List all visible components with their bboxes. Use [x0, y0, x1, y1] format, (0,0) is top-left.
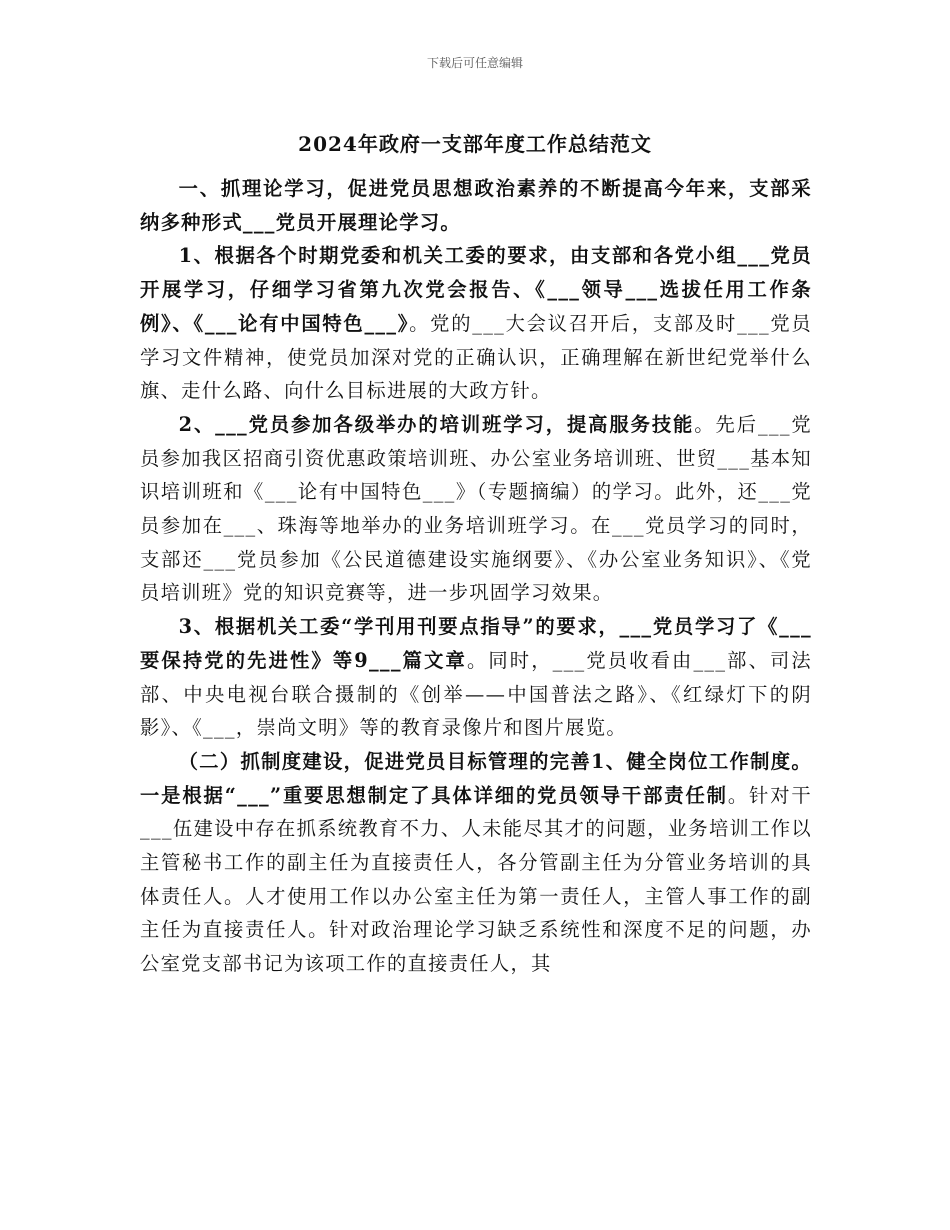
document-body — [140, 172, 812, 981]
paragraph-4 — [140, 610, 812, 745]
paragraph-3-text: 。先后___党员参加我区招商引资优惠政策培训班、办公室业务培训班、世贸___基本知识培训班和《___论有中国特色___》（专题摘编）的学习。此外，还___党员参加在___、珠海等地举办的业务培训班学习。在___党员学习的同时，支部还___党员参加《公民道德建设实施纲要》、《办公室业务知识》、《党员培训班》党的知识竞赛等，进一步巩固学习效果。 — [140, 412, 812, 605]
header-note: 下载后可任意编辑 — [426, 56, 523, 70]
paragraph-5-heading: （二）抓制度建设，促进党员目标管理的完善1、健全岗位工作制度。一是根据“___”重要思想制定了具体详细的党员领导干部责任制 — [140, 749, 812, 807]
paragraph-5 — [140, 745, 812, 981]
paragraph-5-text: 。针对干___伍建设中存在抓系统教育不力、人未能尽其才的问题，业务培训工作以主管秘书工作的副主任为直接责任人，各分管副主任为分管业务培训的具体责任人。人才使用工作以办公室主任为第一责任人，主管人事工作的副主任为直接责任人。针对政治理论学习缺乏系统性和深度不足的问题，办公室党支部书记为该项工作的直接责任人，其 — [140, 783, 812, 976]
paragraph-1 — [140, 172, 812, 239]
paragraph-3 — [140, 408, 812, 610]
document-title: 2024年政府一支部年度工作总结范文 — [298, 132, 652, 156]
paragraph-4-text: 。同时，___党员收看由___部、司法部、中央电视台联合摄制的《创举——中国普法之路》、《红绿灯下的阴影》、《___，崇尚文明》等的教育录像片和图片展览。 — [140, 648, 813, 740]
paragraph-2-heading: 1、根据各个时期党委和机关工委的要求，由支部和各党小组___党员开展学习，仔细学习省第九次党会报告、《___领导___选拔任用工作条例》、《___论有中国特色___》 — [140, 244, 812, 335]
paragraph-4-heading: 3、根据机关工委“学刊用刊要点指导”的要求，___党员学习了《___要保持党的先进性》等9___篇文章 — [140, 615, 812, 672]
paragraph-2 — [140, 239, 812, 408]
paragraph-1-heading: 一、抓理论学习，促进党员思想政治素养的不断提高今年来，支部采纳多种形式___党员开展理论学习。 — [140, 177, 812, 234]
paragraph-2-text: 。党的___大会议召开后，支部及时___党员学习文件精神，使党员加深对党的正确认识，正确理解在新世纪党举什么旗、走什么路、向什么目标进展的大政方针。 — [140, 311, 812, 403]
paragraph-3-heading: 2、___党员参加各级举办的培训班学习，提高服务技能 — [178, 412, 695, 436]
